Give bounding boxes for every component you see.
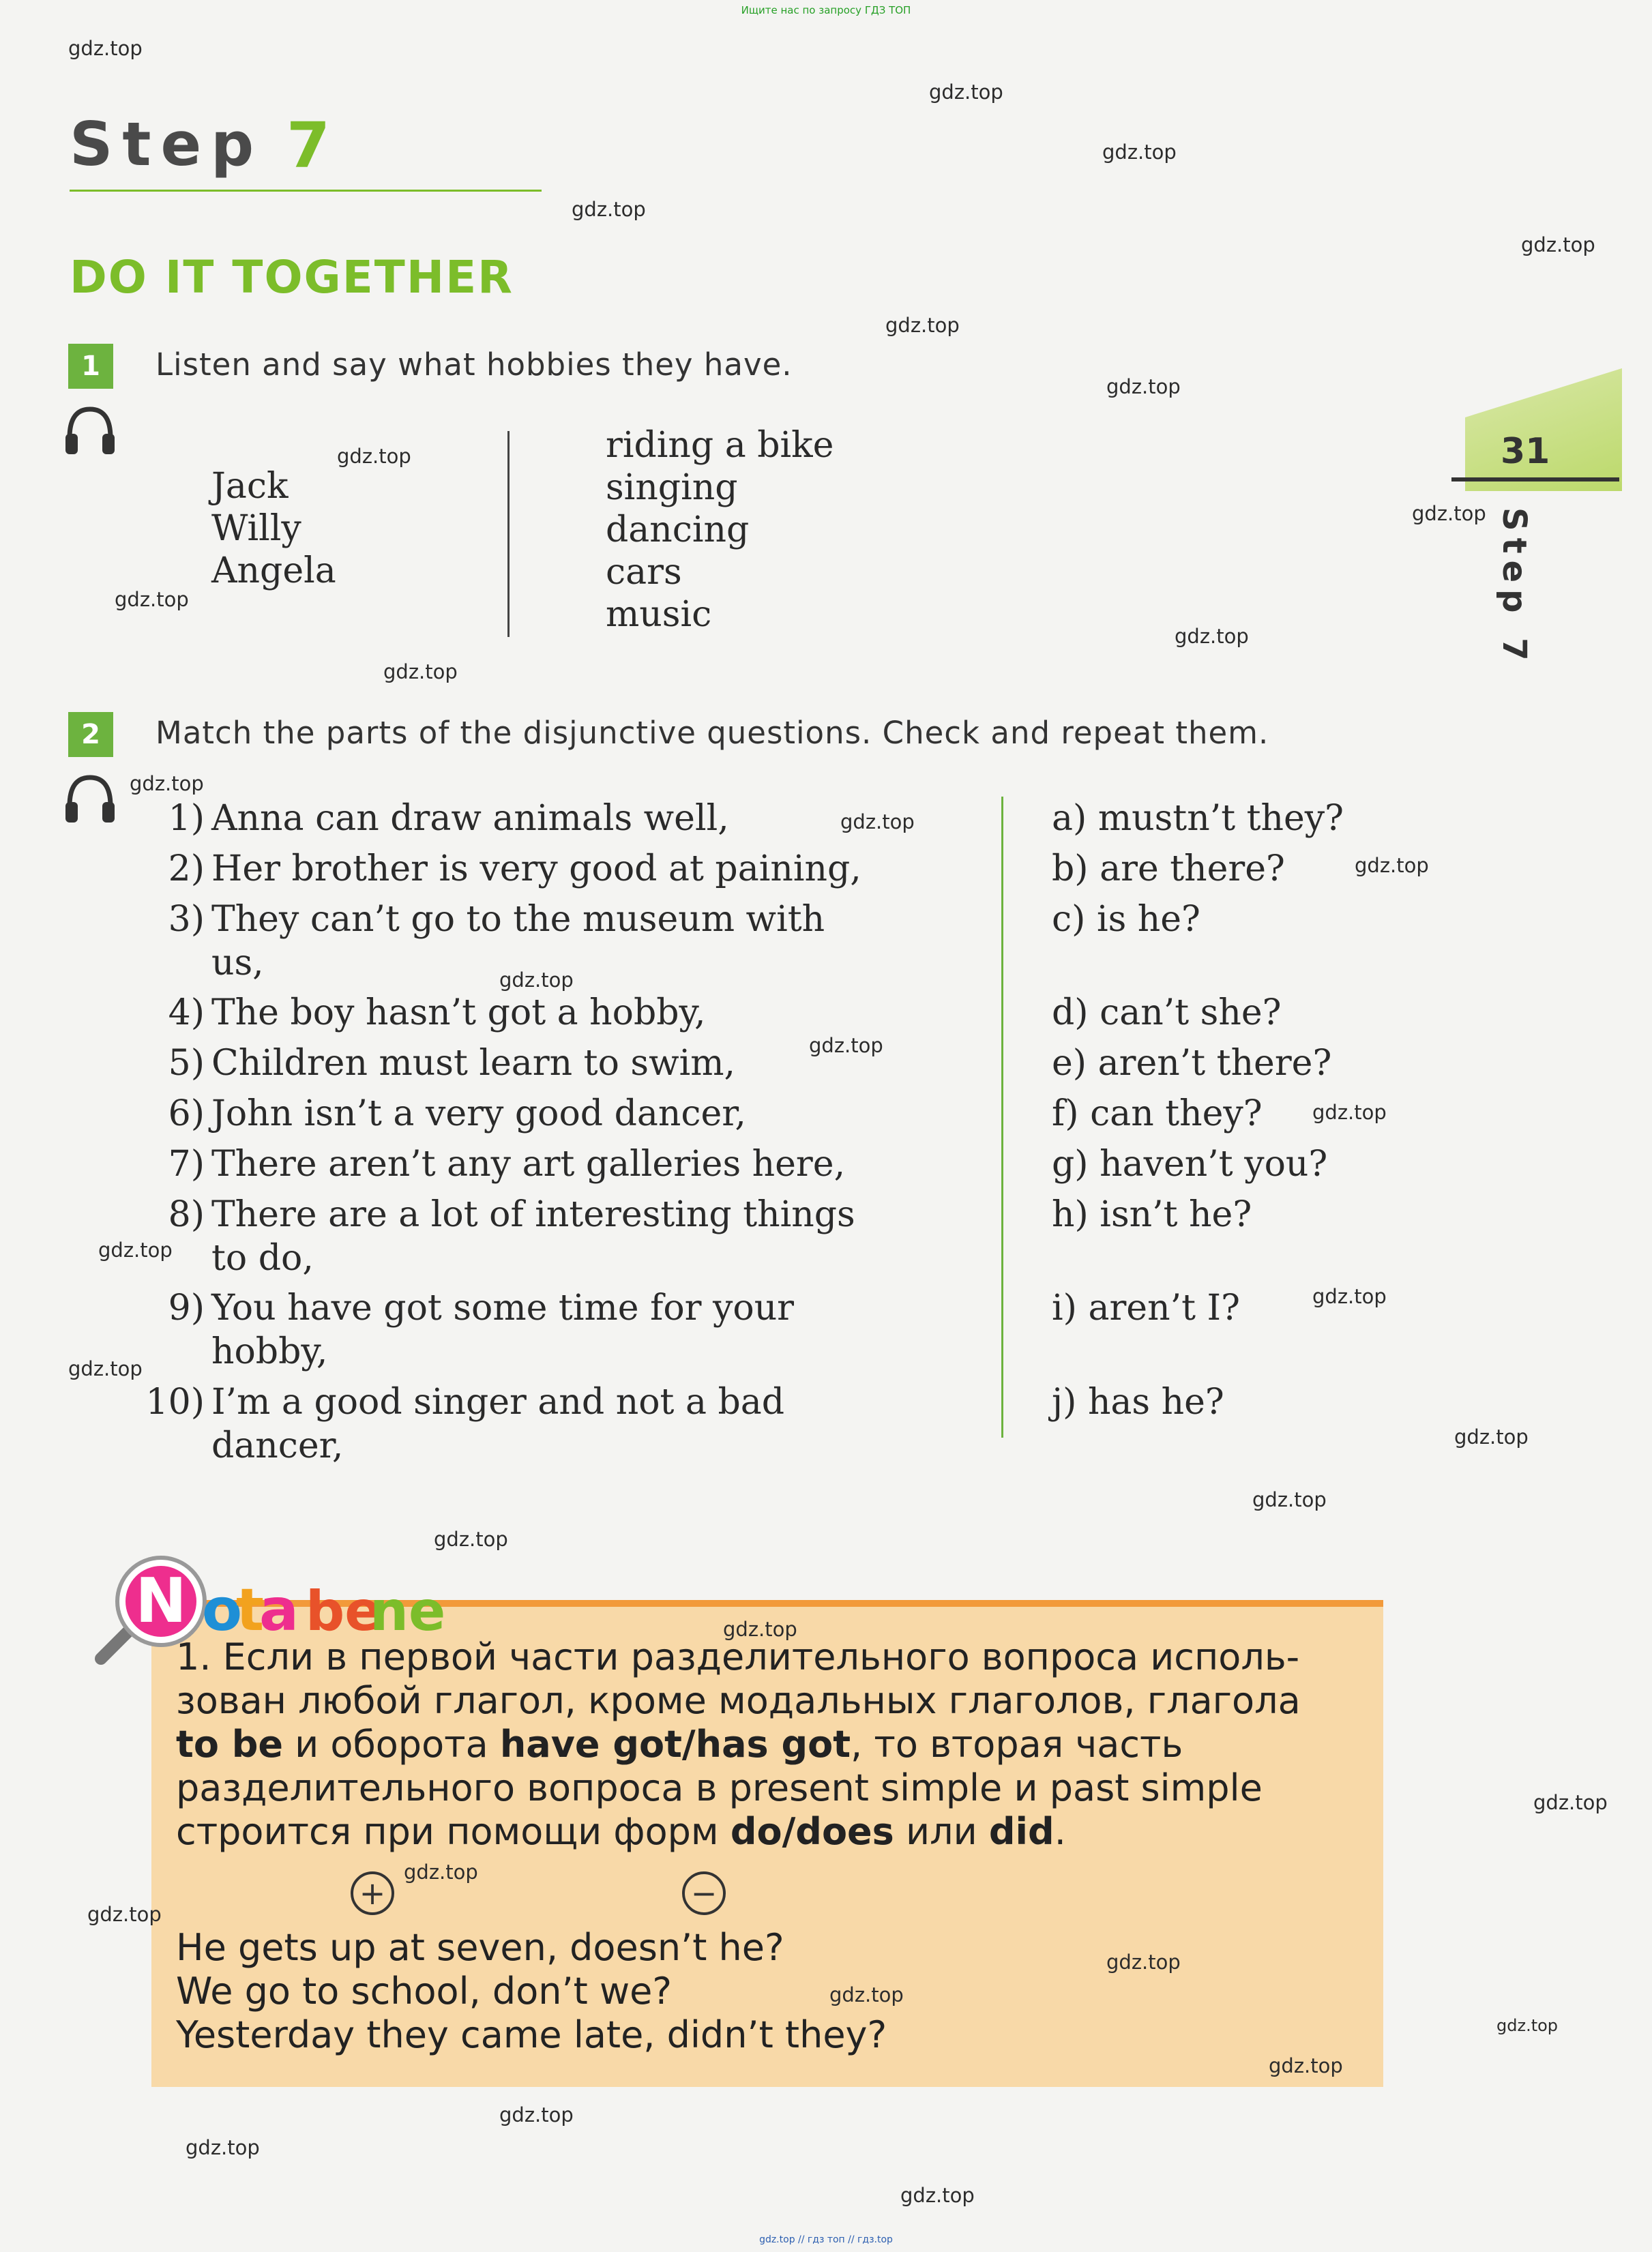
watermark: gdz.top [572,198,646,221]
headphones-icon[interactable] [63,404,117,457]
answer-item: c) is he? [1052,899,1200,940]
question-text-continued: hobby, [211,1331,328,1372]
question-item [130,991,982,1035]
rule-fragment: или [894,1810,989,1853]
rule-line: разделительного вопроса в present simple и past simple [176,1766,1263,1809]
watermark: gdz.top [68,37,143,60]
page-number: 31 [1501,431,1550,472]
answer-item: j) has he? [1052,1382,1224,1423]
hobby-item: singing [606,467,738,508]
rule-fragment: . [1054,1810,1066,1853]
answer-item: g) haven’t you? [1052,1144,1328,1185]
rule-fragment: строится при помощи форм [176,1810,731,1853]
question-number: 8) [168,1194,205,1235]
watermark: gdz.top [404,1861,478,1884]
question-number: 4) [168,992,205,1033]
side-tab-label: Step 7 [1495,507,1533,668]
question-text: The boy hasn’t got a hobby, [211,992,706,1033]
answer-item: h) isn’t he? [1052,1194,1252,1235]
question-text: Her brother is very good at paining, [211,848,861,889]
task-2-instruction: Match the parts of the disjunctive questions. Check and repeat them. [156,715,1269,751]
question-text: Anna can draw animals well, [211,798,729,839]
answer-item: f) can they? [1052,1093,1263,1134]
watermark: gdz.top [1496,2016,1559,2035]
answer-item: b) are there? [1052,848,1285,889]
task-2-number: 2 [68,712,113,757]
hobby-item: dancing [606,509,750,550]
watermark: gdz.top [186,2136,260,2159]
header-rule [70,190,542,192]
svg-text:N: N [135,1565,187,1637]
question-number: 9) [168,1288,205,1329]
question-text: Children must learn to swim, [211,1043,736,1084]
hobbies-list [606,424,834,636]
svg-text:ne: ne [370,1580,446,1643]
names-list [211,465,336,592]
watermark: gdz.top [130,772,204,795]
rule-line: зован любой глагол, кроме модальных глаголов, глагола [176,1679,1301,1722]
watermark: gdz.top [1454,1425,1529,1449]
task-1-instruction: Listen and say what hobbies they have. [156,346,793,383]
hobby-item: music [606,594,712,635]
section-title: DO IT TOGETHER [70,251,514,303]
minus-sign: − [690,1875,718,1912]
name-item: Angela [211,550,336,591]
watermark: gdz.top [1175,625,1249,648]
question-number: 1) [168,798,205,839]
task-2-divider [1001,797,1003,1438]
watermark: gdz.top [900,2184,975,2207]
watermark: gdz.top [115,588,189,611]
step-number: 7 [286,109,331,182]
question-number: 3) [168,899,205,940]
side-tab-rule [1451,477,1619,481]
watermark: gdz.top [499,968,574,992]
watermark: gdz.top [383,660,458,683]
watermark: gdz.top [929,80,1003,104]
watermark: gdz.top [1533,1791,1608,1814]
watermark: gdz.top [1521,233,1595,256]
watermark: gdz.top [1102,140,1177,164]
name-item: Jack [211,466,289,507]
example-sentence: Yesterday they came late, didn’t they? [176,2013,887,2056]
question-item [130,1380,982,1468]
bottom-note: gdz.top // гдз топ // гдз.top [759,2234,893,2245]
question-text: You have got some time for your [211,1288,795,1329]
headphones-icon[interactable] [63,772,117,825]
rule-line: 1. Если в первой части разделительного вопроса исполь- [176,1635,1300,1678]
rule-line [176,1723,1363,1766]
rule-fragment: и оборота [283,1723,500,1766]
hobby-item: cars [606,552,682,593]
watermark: gdz.top [1355,854,1429,877]
watermark: gdz.top [723,1618,797,1641]
side-tab-label-box [1495,507,1542,668]
answer-item: i) aren’t I? [1052,1288,1240,1329]
question-text-continued: dancer, [211,1425,344,1466]
watermark: gdz.top [1412,502,1486,525]
rule-keyword: have got/has got [499,1723,851,1766]
question-number: 10) [145,1382,205,1423]
svg-text:a: a [259,1576,299,1644]
hobby-item: riding a bike [606,425,834,466]
rule-keyword: do/does [730,1810,894,1853]
watermark: gdz.top [337,445,411,468]
watermark: gdz.top [809,1034,883,1057]
svg-text:t: t [236,1576,265,1644]
question-text: There aren’t any art galleries here, [211,1144,846,1185]
question-number: 6) [168,1093,205,1134]
watermark: gdz.top [98,1239,173,1262]
watermark: gdz.top [1106,375,1181,398]
question-item [130,847,982,891]
watermark: gdz.top [499,2103,574,2127]
rule-keyword: to be [176,1723,283,1766]
question-item [130,1286,982,1374]
rule-line [176,1810,1363,1854]
question-text: John isn’t a very good dancer, [211,1093,746,1134]
watermark: gdz.top [885,314,960,337]
name-item: Willy [211,508,301,549]
watermark: gdz.top [1106,1951,1181,1974]
task-1-divider [507,431,510,637]
watermark: gdz.top [1312,1101,1387,1124]
watermark: gdz.top [68,1357,143,1380]
question-text: I’m a good singer and not a bad [211,1382,785,1423]
rule-fragment: , то вторая часть [851,1723,1183,1766]
question-number: 5) [168,1043,205,1084]
answer-item: a) mustn’t they? [1052,798,1344,839]
question-text-continued: us, [211,943,264,983]
answer-item: e) aren’t there? [1052,1043,1332,1084]
watermark: gdz.top [1269,2054,1343,2077]
step-title: Step [70,109,264,179]
question-text: There are a lot of interesting things [211,1194,855,1235]
task-1-number: 1 [68,344,113,389]
watermark: gdz.top [1312,1285,1387,1308]
question-item [130,1193,982,1280]
question-number: 7) [168,1144,205,1185]
nota-bene-rule-text [176,1635,1363,1854]
question-text-continued: to do, [211,1238,314,1279]
top-note: Ищите нас по запросу ГДЗ ТОП [741,4,911,16]
watermark: gdz.top [87,1903,162,1926]
example-sentence: We go to school, don’t we? [176,1970,673,2013]
plus-sign: + [359,1875,386,1912]
nota-bene-examples [176,1926,887,2057]
watermark: gdz.top [829,1983,904,2006]
watermark: gdz.top [840,810,915,833]
rule-keyword: did [988,1810,1054,1853]
svg-text:o: o [202,1576,243,1644]
question-text: They can’t go to the museum with [211,899,825,940]
svg-text:be: be [306,1580,382,1643]
question-item [130,1142,982,1186]
watermark: gdz.top [1252,1488,1327,1511]
watermark: gdz.top [434,1528,508,1551]
example-sentence: He gets up at seven, doesn’t he? [176,1926,784,1969]
side-tab-background [1465,368,1622,491]
question-item [130,1092,982,1136]
answer-item: d) can’t she? [1052,992,1282,1033]
question-number: 2) [168,848,205,889]
